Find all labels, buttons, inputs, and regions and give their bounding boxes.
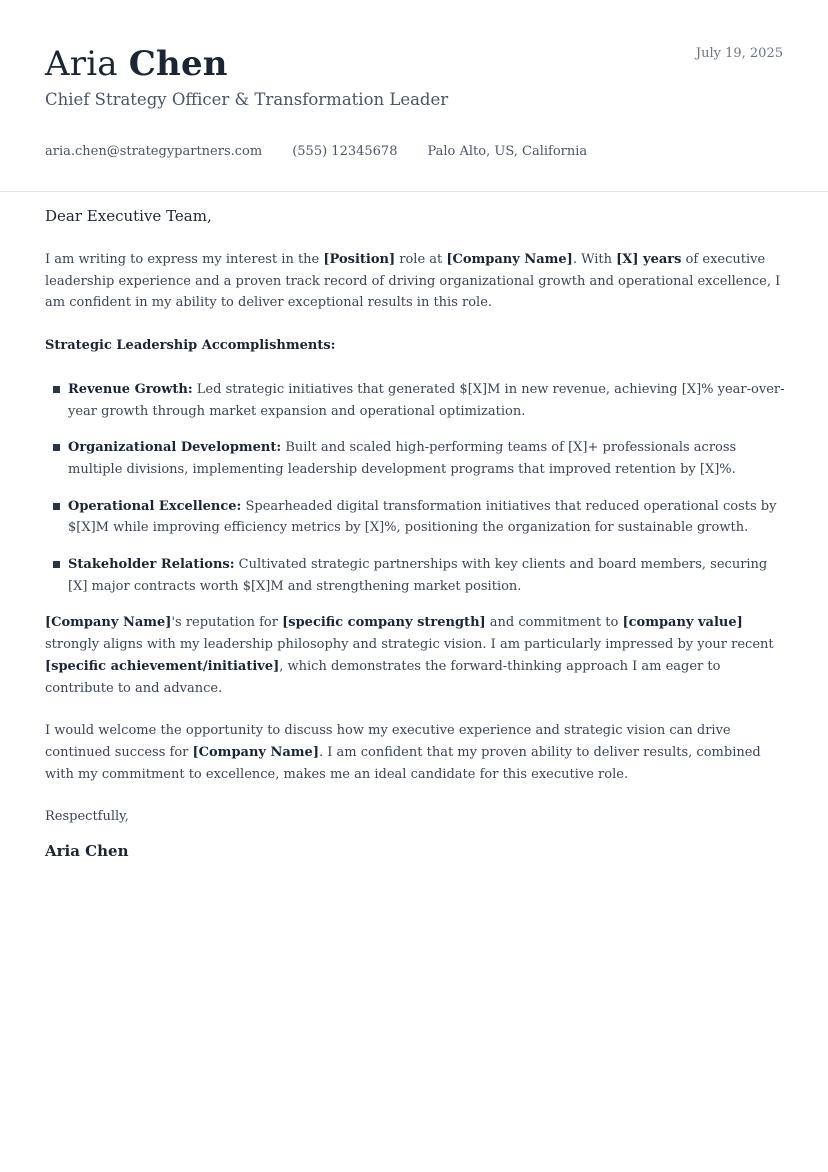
contact-info [45, 143, 587, 161]
phone: (555) 12345678 [292, 144, 398, 159]
accomplishments-list [45, 379, 785, 598]
section-title: Strategic Leadership Accomplishments: [45, 338, 336, 354]
job-title: Chief Strategy Officer & Transformation Leader [45, 90, 449, 109]
intro-paragraph [45, 249, 785, 314]
list-item [45, 496, 785, 539]
accomplishment-text: Led strategic initiatives that generated $[X]M in new revenue, achieving [X]% year-over-year growth through market expansion and operational optimization. [68, 381, 785, 419]
first-name: Aria [45, 44, 118, 84]
company-text-1: 's reputation for [171, 615, 283, 631]
company-paragraph [45, 612, 785, 699]
placeholder-company-name: [Company Name] [45, 615, 172, 631]
accomplishment-label: Stakeholder Relations: [68, 557, 235, 573]
list-item [45, 437, 785, 480]
email: aria.chen@strategypartners.com [45, 144, 263, 159]
applicant-name [45, 40, 228, 88]
placeholder-company-value: [company value] [622, 615, 743, 631]
intro-text-4: of executive leadership experience and a proven track record of driving organizational growth and operational excellence, I am confident in my ability to deliver exceptional results in this role. [45, 252, 781, 311]
signature: Aria Chen [45, 842, 129, 861]
location: Palo Alto, US, California [427, 144, 588, 159]
accomplishment-text: Built and scaled high-performing teams of [X]+ professionals across multiple divisions, implementing leadership development programs that improved retention by [X]%. [68, 440, 737, 477]
intro-text-1: I am writing to express my interest in the [45, 252, 324, 267]
closing-paragraph [45, 720, 785, 785]
intro-text-3: . With [572, 252, 617, 267]
bullet-square-icon [53, 561, 60, 568]
accomplishment-label: Revenue Growth: [68, 381, 193, 397]
placeholder-achievement: [specific achievement/initiative] [45, 658, 280, 674]
placeholder-position: [Position] [323, 252, 396, 267]
letter-header [0, 0, 828, 192]
accomplishment-label: Organizational Development: [68, 440, 282, 456]
letter-body [45, 205, 785, 863]
placeholder-company-name: [Company Name] [192, 744, 319, 760]
closing-text-1: I would welcome the opportunity to discuss how my executive experience and strategic vision can drive continued success for [45, 723, 731, 760]
closing-text-2: . I am confident that my proven ability to deliver results, combined with my commitment to excellence, makes me an ideal candidate for this executive role. [45, 744, 761, 782]
accomplishment-text: Spearheaded digital transformation initiatives that reduced operational costs by $[X]M while improving efficiency metrics by [X]%, positioning the organization for sustainable growth. [68, 498, 777, 536]
accomplishment-label: Operational Excellence: [68, 498, 242, 514]
list-item [45, 554, 785, 597]
bullet-square-icon [53, 444, 60, 451]
company-text-2: and commitment to [485, 615, 623, 631]
list-item [45, 379, 785, 422]
last-name: Chen [128, 44, 228, 84]
placeholder-company-name: [Company Name] [446, 252, 573, 267]
accomplishment-text: Cultivated strategic partnerships with key clients and board members, securing [X] major contracts worth $[X]M and strengthening market position. [68, 557, 768, 594]
placeholder-company-strength: [specific company strength] [282, 615, 486, 631]
bullet-square-icon [53, 386, 60, 393]
company-text-3: strongly aligns with my leadership philosophy and strategic vision. I am particularly impressed by your recent [45, 637, 774, 653]
closing-line: Respectfully, [45, 809, 129, 825]
salutation: Dear Executive Team, [45, 207, 212, 225]
placeholder-years: [X] years [616, 252, 682, 267]
letter-date: July 19, 2025 [695, 46, 783, 61]
intro-text-2: role at [395, 252, 447, 267]
company-text-4: , which demonstrates the forward-thinking approach I am eager to contribute to and advance. [45, 658, 721, 696]
bullet-square-icon [53, 503, 60, 510]
